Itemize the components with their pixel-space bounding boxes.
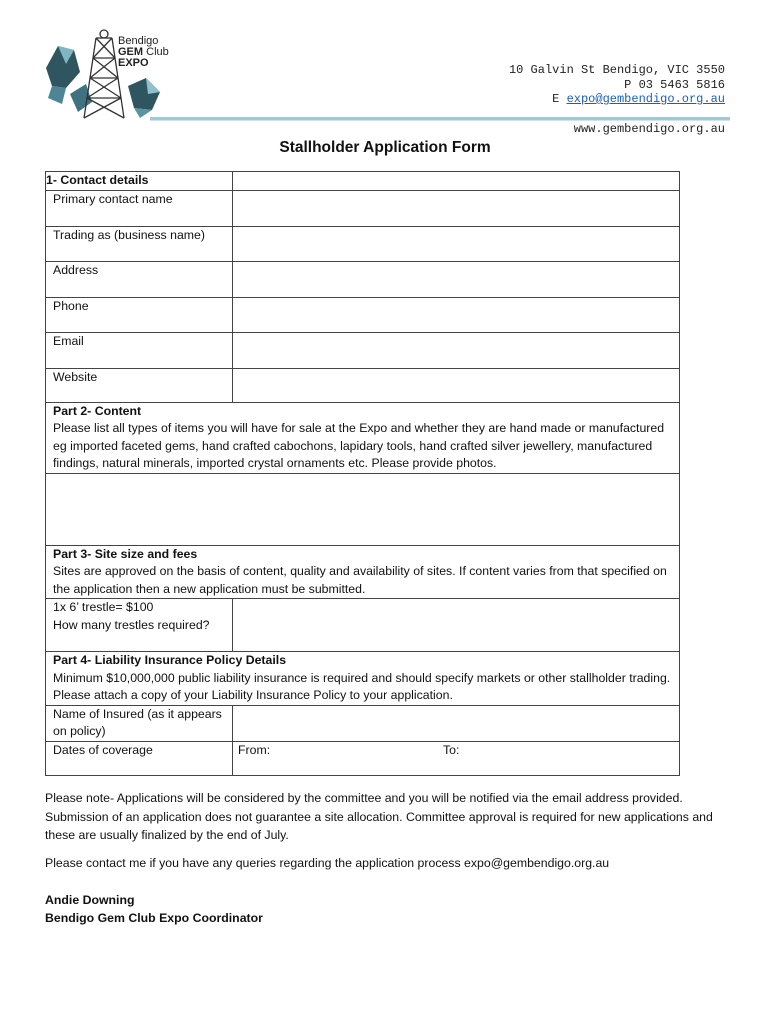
section-contact-header-blank: [233, 172, 680, 191]
part3-text: Sites are approved on the basis of content, quality and availability of sites. If content varies from that specified on the application then a new application must be submitted.: [53, 564, 667, 596]
field-label-primary-contact: Primary contact name: [46, 190, 233, 226]
trestle-question: How many trestles required?: [53, 617, 210, 632]
part3-site-description: [46, 545, 680, 599]
logo-line-gem: GEM: [118, 46, 144, 58]
field-input-trading-as[interactable]: [233, 226, 680, 261]
insured-name-label: Name of Insured (as it appears on policy): [46, 705, 233, 741]
address-email-prefix: E: [552, 92, 560, 106]
address-phone: P 03 5463 5816: [624, 77, 725, 92]
field-input-primary-contact[interactable]: [233, 190, 680, 226]
field-label-phone: Phone: [46, 297, 233, 332]
field-label-address: Address: [46, 261, 233, 297]
field-label-email: Email: [46, 332, 233, 368]
trestle-count-input[interactable]: [233, 599, 680, 652]
field-input-address[interactable]: [233, 261, 680, 297]
trestle-label: [46, 599, 233, 652]
notes-section: [45, 789, 735, 872]
signature-block: [45, 891, 263, 927]
note-paragraph-1: Please note- Applications will be considered by the committee and you will be notified via the email address provided. Submission of an application does not guarantee a site allocation. Committee approval is required for new applications and these are usually finalized by the end of July.: [45, 791, 713, 842]
part2-content-description: [46, 402, 680, 473]
field-input-email[interactable]: [233, 332, 680, 368]
field-input-phone[interactable]: [233, 297, 680, 332]
part2-text: Please list all types of items you will have for sale at the Expo and whether they are hand made or manufactured eg imported faceted gems, hand crafted cabochons, lapidary tools, hand crafted silver jewellery, manufactured findings, natural minerals, imported crystal ornaments etc. Please provide photos.: [53, 421, 665, 470]
field-label-trading-as: Trading as (business name): [46, 226, 233, 261]
insured-name-input[interactable]: [233, 705, 680, 741]
coverage-dates-input[interactable]: [233, 741, 680, 775]
field-label-website: Website: [46, 368, 233, 402]
logo-line-expo: EXPO: [118, 57, 149, 69]
coverage-dates-label: Dates of coverage: [46, 741, 233, 775]
part2-content-input[interactable]: [46, 473, 680, 545]
signature-role: Bendigo Gem Club Expo Coordinator: [45, 911, 263, 925]
header-divider-shadow: [150, 120, 730, 121]
part3-header: Part 3- Site size and fees: [53, 546, 198, 561]
page-title: Stallholder Application Form: [279, 139, 491, 156]
logo-line-club: Club: [146, 46, 169, 58]
coverage-from-label: From:: [238, 742, 271, 757]
address-street: 10 Galvin St Bendigo, VIC 3550: [508, 63, 725, 77]
part4-insurance-description: [46, 652, 680, 706]
application-form-table: [45, 171, 680, 776]
trestle-price: 1x 6’ trestle= $100: [53, 600, 154, 614]
part4-text: Minimum $10,000,000 public liability insurance is required and should specify markets or other stallholder trading. Please attach a copy of your Liability Insurance Policy to your application.: [53, 670, 671, 702]
logo-line-bendigo: Bendigo: [118, 35, 159, 47]
part2-header: Part 2- Content: [53, 403, 142, 418]
coverage-to-label: To:: [443, 742, 460, 757]
contact-address-block: [509, 63, 725, 107]
part4-header: Part 4- Liability Insurance Policy Details: [53, 653, 287, 667]
address-website: www.gembendigo.org.au: [573, 122, 725, 136]
logo-text: [118, 36, 169, 69]
address-email-link[interactable]: expo@gembendigo.org.au: [566, 92, 725, 106]
signature-name: Andie Downing: [45, 893, 135, 907]
field-input-website[interactable]: [233, 368, 680, 402]
note-paragraph-2: Please contact me if you have any queries regarding the application process expo@gembendigo.org.au: [45, 855, 610, 870]
section-contact-header: 1- Contact details: [46, 172, 233, 191]
